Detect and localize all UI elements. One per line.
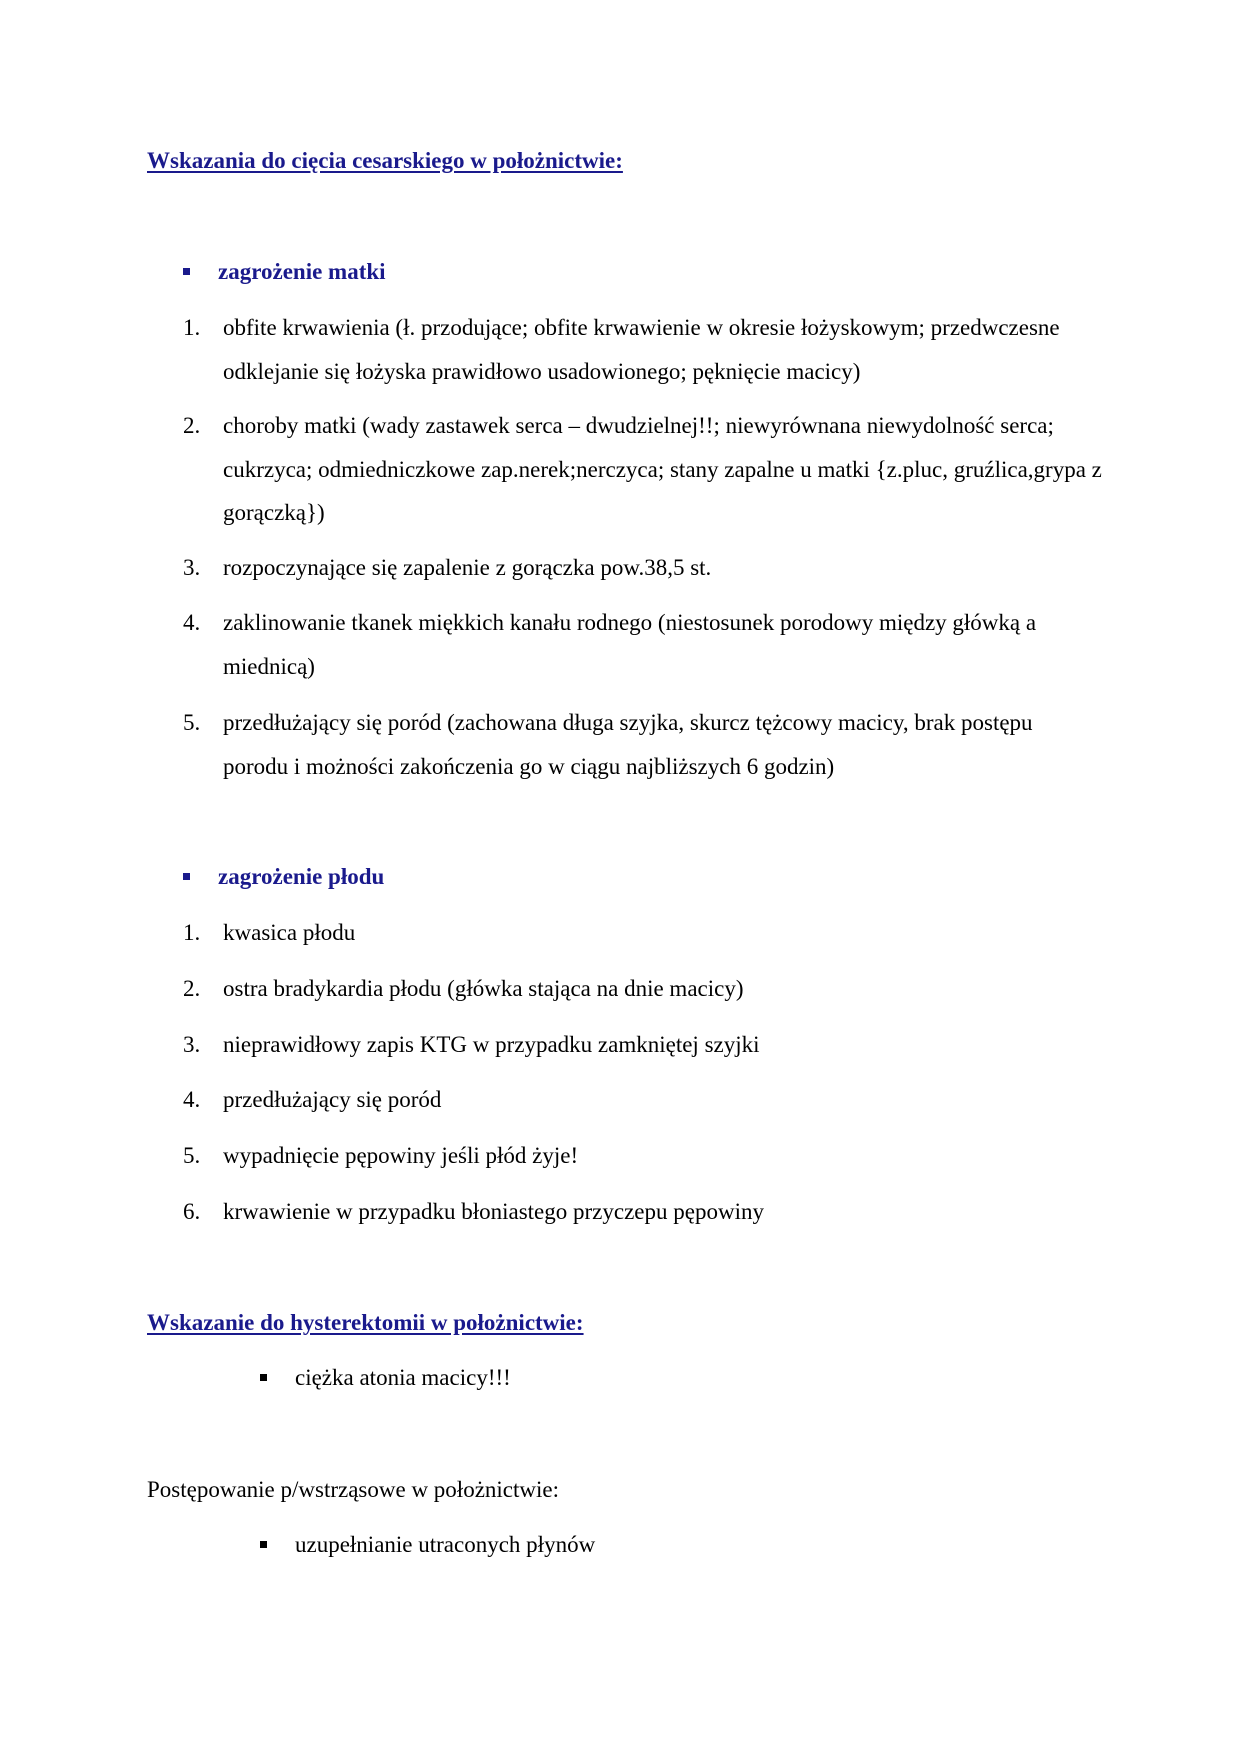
item-text: przedłużający się poród — [223, 1087, 442, 1112]
section2-title: Wskazanie do hysterektomii w położnictwie: — [147, 1310, 584, 1335]
list-item — [183, 967, 1103, 1011]
list-item — [183, 1023, 1103, 1067]
section3-title: Postępowanie p/wstrząsowe w położnictwie: — [147, 1477, 559, 1502]
section3-bullet-text: uzupełnianie utraconych płynów — [295, 1532, 596, 1557]
item-text: nieprawidłowy zapis KTG w przypadku zamkniętej szyjki — [223, 1032, 760, 1057]
item-number: 5. — [183, 710, 201, 735]
group2-heading-text: zagrożenie płodu — [218, 864, 385, 889]
item-text: przedłużający się poród (zachowana długa szyjka, skurcz tężcowy macicy, brak postępu porodu i możności zakończenia go w ciągu najbliższych 6 godzin) — [223, 710, 1033, 779]
bullet-square-icon — [183, 268, 190, 275]
item-number: 2. — [183, 976, 201, 1001]
item-number: 5. — [183, 1143, 201, 1168]
bullet-square-icon — [260, 1374, 267, 1381]
list-item — [183, 1134, 1103, 1178]
item-text: kwasica płodu — [223, 920, 356, 945]
item-number: 6. — [183, 1199, 201, 1224]
item-number: 3. — [183, 555, 201, 580]
item-text: ostra bradykardia płodu (główka stająca na dnie macicy) — [223, 976, 744, 1001]
item-text: zaklinowanie tkanek miękkich kanału rodnego (niestosunek porodowy między główką a miednicą) — [223, 610, 1037, 679]
group2-heading — [183, 864, 384, 890]
item-number: 1. — [183, 920, 201, 945]
list-item — [183, 601, 1103, 688]
list-item — [183, 306, 1103, 393]
bullet-square-icon — [183, 873, 190, 880]
item-number: 4. — [183, 610, 201, 635]
item-text: obfite krwawienia (ł. przodujące; obfite krwawienie w okresie łożyskowym; przedwczesne odklejanie się łożyska prawidłowo usadowionego; pęknięcie macicy) — [223, 315, 1060, 384]
section2-bullet — [260, 1365, 511, 1391]
item-text: rozpoczynające się zapalenie z gorączka pow.38,5 st. — [223, 555, 712, 580]
item-number: 4. — [183, 1087, 201, 1112]
item-text: krwawienie w przypadku błoniastego przyczepu pępowiny — [223, 1199, 764, 1224]
section3-bullet — [260, 1532, 595, 1558]
list-item — [183, 701, 1103, 788]
item-text: wypadnięcie pępowiny jeśli płód żyje! — [223, 1143, 579, 1168]
list-item — [183, 404, 1103, 535]
item-number: 2. — [183, 413, 201, 438]
item-number: 1. — [183, 315, 201, 340]
bullet-square-icon — [260, 1541, 267, 1548]
list-item — [183, 911, 1103, 955]
group1-heading — [183, 259, 386, 285]
item-text: choroby matki (wady zastawek serca – dwudzielnej!!; niewyrównana niewydolność serca; cukrzyca; odmiedniczkowe zap.nerek;nerczyca; stany zapalne u matki {z.pluc, gruźlica,grypa z gorączką}) — [223, 413, 1102, 525]
group1-heading-text: zagrożenie matki — [218, 259, 386, 284]
section2-bullet-text: ciężka atonia macicy!!! — [295, 1365, 511, 1390]
list-item — [183, 546, 1103, 590]
list-item — [183, 1078, 1103, 1122]
section1-title: Wskazania do cięcia cesarskiego w położnictwie: — [147, 148, 623, 173]
item-number: 3. — [183, 1032, 201, 1057]
list-item — [183, 1190, 1103, 1234]
